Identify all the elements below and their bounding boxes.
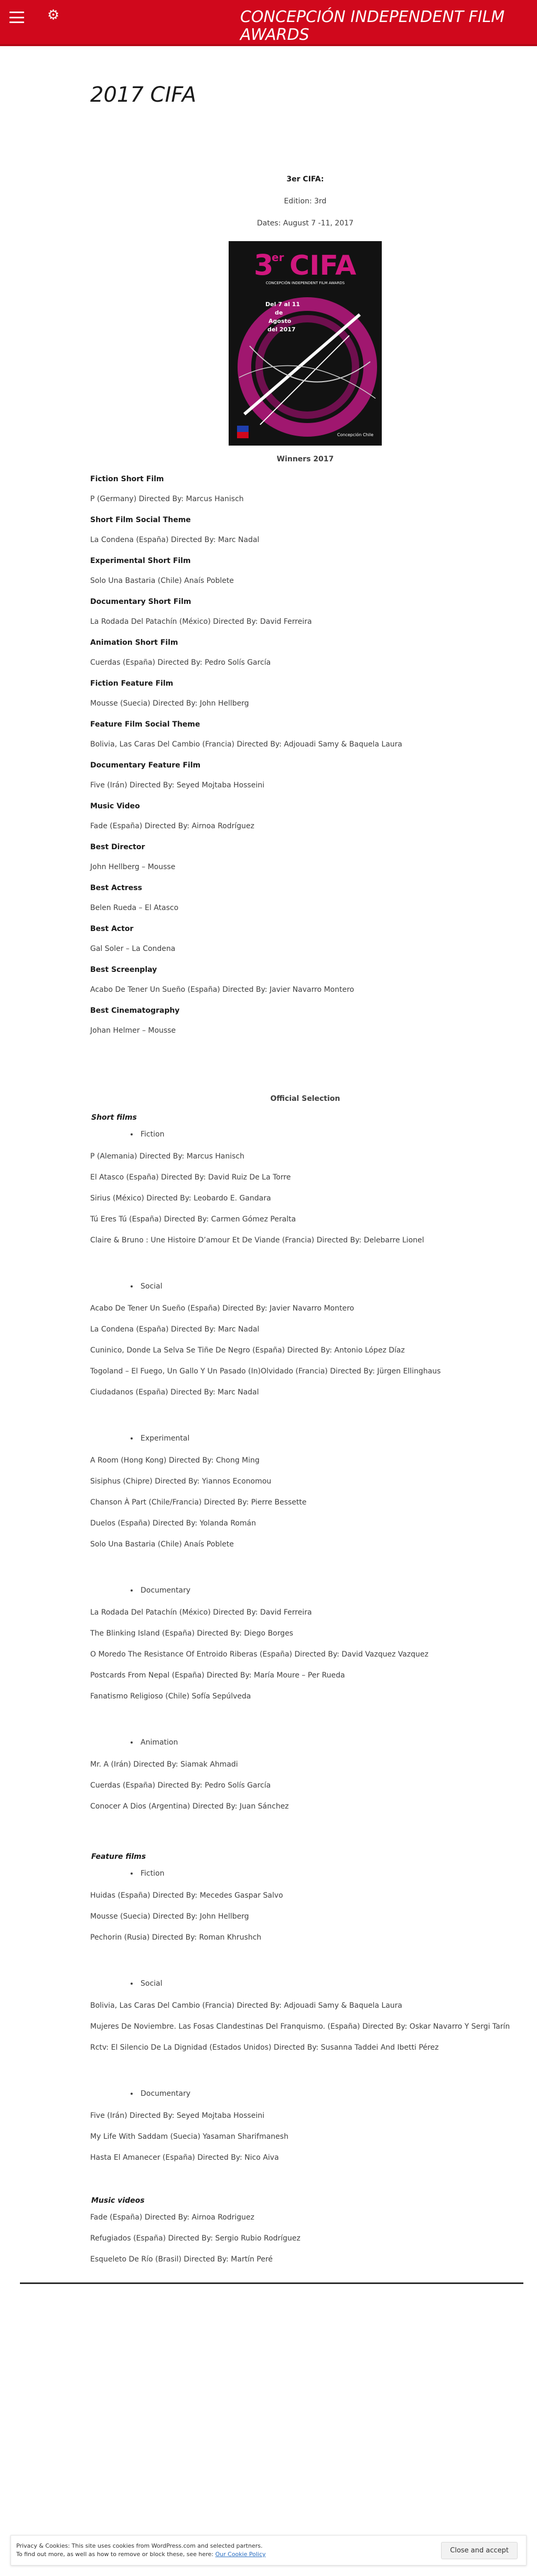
winner-category: Best Actress	[90, 884, 142, 892]
selection-entry: Fade (España) Directed By: Airnoa Rodriguez	[90, 2213, 254, 2222]
subcategory-label-documentary: • Documentary	[138, 1586, 520, 1595]
selection-entry: El Atasco (España) Directed By: David Ruiz De La Torre	[90, 1173, 291, 1182]
section-spacer	[90, 2174, 520, 2200]
winner-entry: Acabo De Tener Un Sueño (España) Directed By: Javier Navarro Montero	[90, 986, 355, 994]
selection-entry: Sisiphus (Chipre) Directed By: Yiannos Economou	[90, 1477, 272, 1486]
selection-entry: Five (Irán) Directed By: Seyed Mojtaba Hosseini	[90, 2112, 265, 2120]
section-spacer	[90, 1409, 520, 1434]
winner-category: Experimental Short Film	[90, 557, 191, 565]
selection-entry: The Blinking Island (España) Directed By: Diego Borges	[90, 1629, 294, 1638]
winner-category: Fiction Feature Film	[90, 679, 174, 688]
selection-entry: Togoland – El Fuego, Un Gallo Y Un Pasado (In)Olvidado (Francia) Directed By: Jürgen Ellinghaus	[90, 1367, 441, 1376]
winners-heading: Winners 2017	[276, 455, 334, 463]
selection-entry: La Rodada Del Patachín (México) Directed By: David Ferreira	[90, 1608, 312, 1617]
winner-category: Fiction Short Film	[90, 475, 164, 483]
winners-section	[90, 455, 520, 1035]
subcategory-list-documentary	[138, 1586, 520, 1595]
subcategory-list-social	[138, 1282, 520, 1291]
winner-entry: Belen Rueda – El Atasco	[90, 904, 179, 912]
short-films-group	[90, 1130, 520, 1848]
selection-entry: Ciudadanos (España) Directed By: Marc Nadal	[90, 1388, 259, 1397]
winner-entry: La Condena (España) Directed By: Marc Nadal	[90, 536, 260, 544]
subcategory-label-social: • Social	[138, 1979, 520, 1988]
cookie-line-2	[16, 2550, 266, 2559]
selection-entry: Conocer A Dios (Argentina) Directed By: Juan Sánchez	[90, 1802, 289, 1811]
winner-entry: Fade (España) Directed By: Airnoa Rodríguez	[90, 822, 254, 830]
winner-entry: La Rodada Del Patachín (México) Directed By: David Ferreira	[90, 618, 312, 626]
subcategory-label-documentary: • Documentary	[138, 2090, 520, 2098]
selection-entry: Duelos (España) Directed By: Yolanda Román	[90, 1519, 256, 1528]
selection-entry: Pechorin (Rusia) Directed By: Roman Khrushch	[90, 1933, 262, 1942]
winner-category: Best Cinematography	[90, 1006, 180, 1015]
site-title-link[interactable]: CONCEPCIÓN INDEPENDENT FILM AWARDS	[240, 8, 505, 44]
short-films-heading: Short films	[91, 1113, 137, 1122]
winner-category: Documentary Feature Film	[90, 761, 201, 770]
winner-category: Music Video	[90, 802, 140, 810]
selection-entry: Sirius (México) Directed By: Leobardo E. Gandara	[90, 1194, 271, 1203]
subcategory-label-animation: • Animation	[138, 1738, 520, 1747]
winner-entry: Solo Una Bastaria (Chile) Anaís Poblete	[90, 577, 234, 585]
poster-cifa: CIFA	[289, 250, 357, 282]
poster-date-line-4: del 2017	[267, 326, 296, 333]
close-and-accept-button[interactable]: Close and accept	[441, 2542, 518, 2559]
selection-entry: Huidas (España) Directed By: Mecedes Gaspar Salvo	[90, 1891, 283, 1900]
poster-credit: Concepción Chile	[337, 432, 373, 437]
subcategory-list-social	[138, 1979, 520, 1988]
subcategory-label-fiction: • Fiction	[138, 1869, 520, 1878]
official-selection	[90, 1095, 520, 2264]
selection-entry: Refugiados (España) Directed By: Sergio Rubio Rodríguez	[90, 2234, 300, 2243]
winner-category: Best Screenplay	[90, 966, 157, 974]
gear-icon[interactable]: ⚙	[47, 7, 60, 23]
site-header	[0, 0, 537, 46]
poster-date-line-1: Del 7 al 11	[265, 301, 300, 308]
event-heading: 3er CIFA:	[286, 175, 324, 183]
winner-entry: Gal Soler – La Condena	[90, 945, 176, 953]
subcategory-list-documentary	[138, 2090, 520, 2098]
feature-films-group	[90, 1869, 520, 2200]
main-content	[90, 46, 520, 2264]
selection-entry: Cuerdas (España) Directed By: Pedro Solís García	[90, 1781, 271, 1790]
winner-entry: John Hellberg – Mousse	[90, 863, 176, 871]
winner-category: Animation Short Film	[90, 638, 178, 647]
cookie-line-1: Privacy & Cookies: This site uses cookies from WordPress.com and selected partners.	[16, 2542, 263, 2549]
selection-entry: Mujeres De Noviembre. Las Fosas Clandestinas Del Franquismo. (España) Directed By: Oskar Navarro Y Sergi Tarín	[90, 2022, 510, 2031]
winner-entry: Cuerdas (España) Directed By: Pedro Solís García	[90, 658, 271, 667]
selection-entry: Chanson À Part (Chile/Francia) Directed By: Pierre Bessette	[90, 1498, 307, 1507]
selection-entry: Cuninico, Donde La Selva Se Tiñe De Negro (España) Directed By: Antonio López Díaz	[90, 1346, 405, 1355]
poster-subtitle: CONCEPCIÓN INDEPENDENT FILM AWARDS	[265, 281, 345, 285]
music-videos-heading: Music videos	[91, 2196, 145, 2205]
footer-divider	[20, 2282, 523, 2284]
winner-category: Documentary Short Film	[90, 598, 191, 606]
subcategory-list-experimental	[138, 1434, 520, 1443]
winner-category: Short Film Social Theme	[90, 516, 191, 524]
selection-entry: Mr. A (Irán) Directed By: Siamak Ahmadi	[90, 1760, 238, 1769]
section-spacer	[90, 1561, 520, 1586]
selection-entry: La Condena (España) Directed By: Marc Nadal	[90, 1325, 260, 1334]
cookie-line-2-text: To find out more, as well as how to remove or block these, see here:	[16, 2551, 213, 2558]
selection-entry: My Life With Saddam (Suecia) Yasaman Sharifmanesh	[90, 2133, 288, 2141]
poster-artwork	[229, 241, 382, 446]
subcategory-label-social: • Social	[138, 1282, 520, 1291]
winner-category: Best Actor	[90, 925, 134, 933]
cookie-banner	[10, 2535, 527, 2566]
winner-entry: Bolivia, Las Caras Del Cambio (Francia) Directed By: Adjouadi Samy & Baquela Laura	[90, 740, 402, 749]
selection-entry: Acabo De Tener Un Sueño (España) Directed By: Javier Navarro Montero	[90, 1304, 355, 1313]
winner-category: Feature Film Social Theme	[90, 720, 200, 729]
festival-poster[interactable]	[229, 241, 382, 446]
selection-entry: A Room (Hong Kong) Directed By: Chong Ming	[90, 1456, 260, 1465]
subcategory-label-experimental: • Experimental	[138, 1434, 520, 1443]
cookie-policy-link[interactable]: Our Cookie Policy	[215, 2551, 266, 2558]
section-spacer	[90, 2064, 520, 2090]
winner-category: Best Director	[90, 843, 145, 851]
section-spacer	[90, 1713, 520, 1738]
subcategory-list-animation	[138, 1738, 520, 1747]
subcategory-list-fiction	[138, 1130, 520, 1139]
subcategory-list-fiction	[138, 1869, 520, 1878]
selection-entry: Rctv: El Silencio De La Dignidad (Estados Unidos) Directed By: Susanna Taddei And Ibetti Pérez	[90, 2043, 439, 2052]
selection-entry: P (Alemania) Directed By: Marcus Hanisch	[90, 1152, 244, 1161]
event-info	[90, 175, 520, 228]
poster-sup: er	[272, 251, 284, 264]
selection-entry: Claire & Bruno : Une Histoire D’amour Et De Viande (Francia) Directed By: Delebarre Lionel	[90, 1236, 424, 1244]
cookie-text	[16, 2542, 266, 2559]
winner-entry: Johan Helmer – Mousse	[90, 1026, 176, 1035]
selection-entry: Postcards From Nepal (España) Directed By: María Moure – Per Rueda	[90, 1671, 345, 1680]
selection-entry: Mousse (Suecia) Directed By: John Hellberg	[90, 1912, 249, 1921]
poster-number: 3	[254, 248, 274, 282]
subcategory-label-fiction: • Fiction	[138, 1130, 520, 1139]
section-spacer	[90, 1257, 520, 1282]
winners-list	[90, 475, 520, 1035]
event-dates: Dates: August 7 -11, 2017	[256, 219, 354, 228]
selection-entry: Esqueleto De Río (Brasil) Directed By: Martín Peré	[90, 2255, 273, 2264]
hamburger-menu-icon[interactable]	[9, 12, 24, 23]
feature-films-heading: Feature films	[91, 1853, 146, 1861]
selection-entry: Hasta El Amanecer (España) Directed By: Nico Aiva	[90, 2153, 279, 2162]
event-edition: Edition: 3rd	[284, 197, 327, 205]
selection-entry: Tú Eres Tú (España) Directed By: Carmen Gómez Peralta	[90, 1215, 296, 1224]
section-spacer	[90, 1954, 520, 1979]
winner-entry: Five (Irán) Directed By: Seyed Mojtaba Hosseini	[90, 781, 265, 789]
selection-entry: O Moredo The Resistance Of Entroido Riberas (España) Directed By: David Vazquez Vazquez	[90, 1650, 429, 1659]
poster-date-line-2: de	[275, 309, 283, 316]
poster-date-line-3: Agosto	[268, 318, 292, 324]
selection-entry: Fanatismo Religioso (Chile) Sofía Sepúlveda	[90, 1692, 251, 1701]
selection-heading: Official Selection	[270, 1095, 340, 1103]
winner-entry: P (Germany) Directed By: Marcus Hanisch	[90, 495, 244, 503]
music-videos-group	[90, 2213, 520, 2264]
winner-entry: Mousse (Suecia) Directed By: John Hellberg	[90, 699, 249, 708]
page-title: 2017 CIFA	[90, 83, 197, 107]
selection-entry: Bolivia, Las Caras Del Cambio (Francia) Directed By: Adjouadi Samy & Baquela Laura	[90, 2001, 402, 2010]
selection-entry: Solo Una Bastaria (Chile) Anaís Poblete	[90, 1540, 234, 1549]
section-spacer	[90, 1823, 520, 1848]
